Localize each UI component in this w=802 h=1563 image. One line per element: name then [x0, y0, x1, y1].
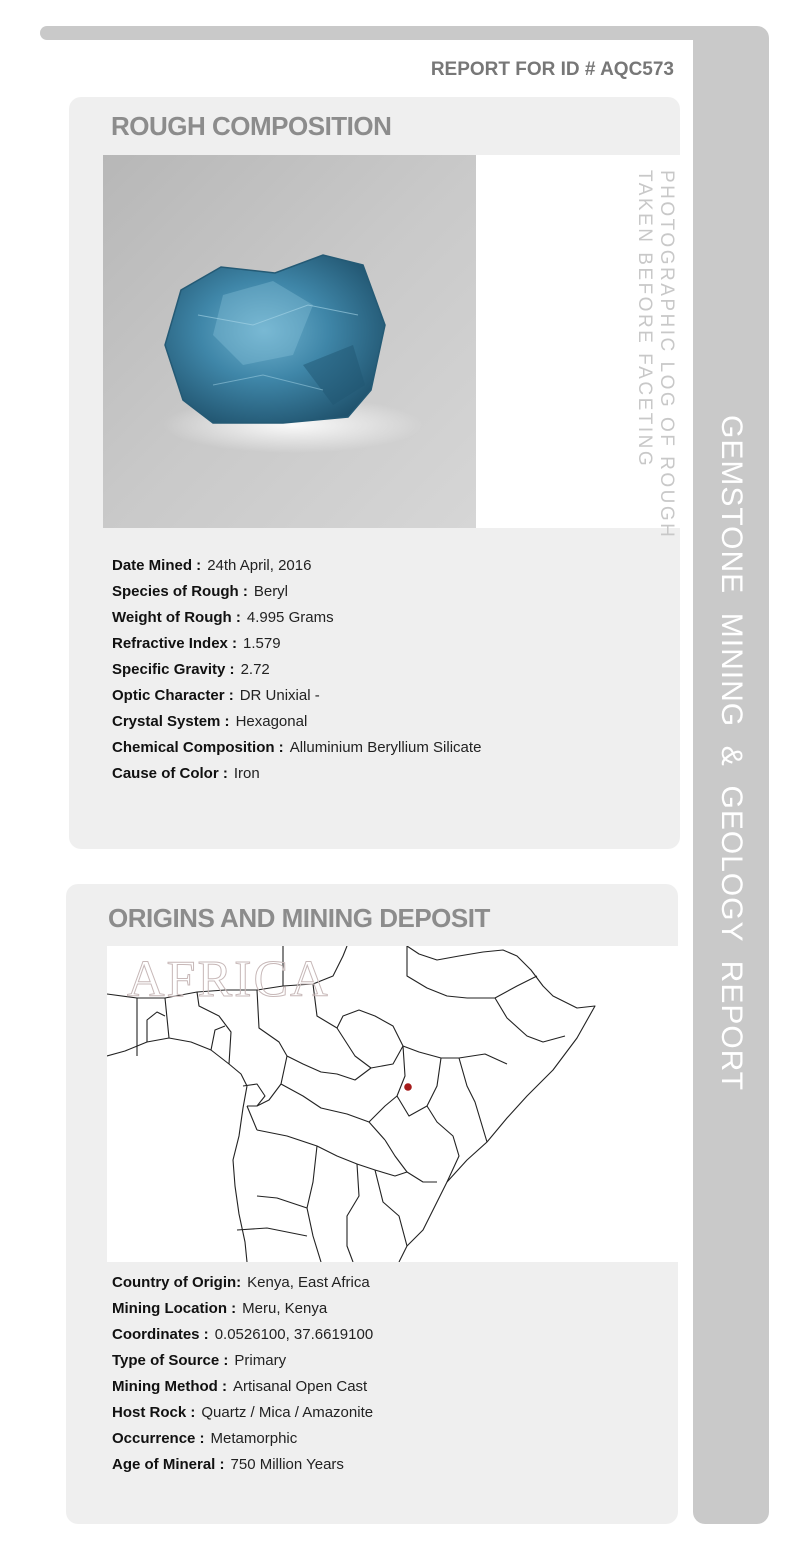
- africa-map: [107, 946, 678, 1262]
- origins-title: ORIGINS AND MINING DEPOSIT: [108, 903, 490, 933]
- gem-photo-graphic: [103, 155, 476, 528]
- rough-composition-title: ROUGH COMPOSITION: [111, 111, 392, 141]
- field-chemical-composition: [112, 737, 481, 763]
- field-label: Weight of Rough :: [112, 609, 241, 626]
- field-host-rock: [112, 1402, 373, 1428]
- field-label: Country of Origin:: [112, 1274, 242, 1291]
- field-crystal-system: [112, 711, 481, 737]
- field-value: Metamorphic: [210, 1430, 298, 1447]
- rough-fields: [112, 555, 481, 789]
- field-value: Hexagonal: [235, 713, 308, 730]
- rough-gem-photo: [103, 155, 476, 528]
- field-species: [112, 581, 481, 607]
- field-label: Crystal System :: [112, 713, 230, 730]
- field-value: Alluminium Beryllium Silicate: [289, 739, 482, 756]
- side-title-text: GEMSTONE MINING & GEOLOGY REPORT: [715, 415, 748, 1092]
- map-region-label: AFRICA: [127, 951, 330, 1008]
- field-occurrence: [112, 1428, 373, 1454]
- field-value: Artisanal Open Cast: [232, 1378, 368, 1395]
- field-label: Host Rock :: [112, 1404, 196, 1421]
- location-marker: [404, 1083, 412, 1091]
- field-label: Coordinates :: [112, 1326, 209, 1343]
- field-value: 750 Million Years: [230, 1456, 344, 1473]
- side-title: [693, 415, 769, 1105]
- field-value: Meru, Kenya: [242, 1300, 328, 1317]
- field-value: Iron: [233, 765, 260, 782]
- field-label: Date Mined :: [112, 557, 202, 574]
- field-label: Type of Source :: [112, 1352, 229, 1369]
- field-label: Specific Gravity :: [112, 661, 235, 678]
- photo-caption-line-1: PHOTOGRAPHIC LOG OF ROUGH: [656, 170, 677, 540]
- field-label: Optic Character :: [112, 687, 234, 704]
- field-age-of-mineral: [112, 1454, 373, 1480]
- field-value: 4.995 Grams: [246, 609, 334, 626]
- field-mining-location: [112, 1298, 373, 1324]
- field-value: 24th April, 2016: [207, 557, 312, 574]
- field-mining-method: [112, 1376, 373, 1402]
- origin-fields: [112, 1272, 373, 1480]
- field-label: Species of Rough :: [112, 583, 248, 600]
- report-id: REPORT FOR ID # AQC573: [430, 59, 674, 80]
- field-value: 0.0526100, 37.6619100: [214, 1326, 374, 1343]
- photo-caption-line-2: TAKEN BEFORE FACETING: [634, 170, 655, 469]
- field-value: DR Unixial -: [239, 687, 320, 704]
- field-value: Primary: [234, 1352, 287, 1369]
- field-label: Chemical Composition :: [112, 739, 284, 756]
- photo-caption: [630, 170, 680, 540]
- field-label: Cause of Color :: [112, 765, 228, 782]
- field-type-of-source: [112, 1350, 373, 1376]
- top-frame-bar: [40, 26, 740, 40]
- field-date-mined: [112, 555, 481, 581]
- field-label: Refractive Index :: [112, 635, 238, 652]
- field-optic-character: [112, 685, 481, 711]
- field-value: 2.72: [240, 661, 270, 678]
- field-label: Occurrence :: [112, 1430, 205, 1447]
- field-value: Quartz / Mica / Amazonite: [201, 1404, 374, 1421]
- field-label: Mining Location :: [112, 1300, 237, 1317]
- field-cause-of-color: [112, 763, 481, 789]
- field-value: Kenya, East Africa: [247, 1274, 370, 1291]
- field-label: Age of Mineral :: [112, 1456, 225, 1473]
- field-value: Beryl: [253, 583, 289, 600]
- field-label: Mining Method :: [112, 1378, 227, 1395]
- field-specific-gravity: [112, 659, 481, 685]
- field-refractive-index: [112, 633, 481, 659]
- field-weight: [112, 607, 481, 633]
- field-value: 1.579: [243, 635, 281, 652]
- field-country-of-origin: [112, 1272, 373, 1298]
- field-coordinates: [112, 1324, 373, 1350]
